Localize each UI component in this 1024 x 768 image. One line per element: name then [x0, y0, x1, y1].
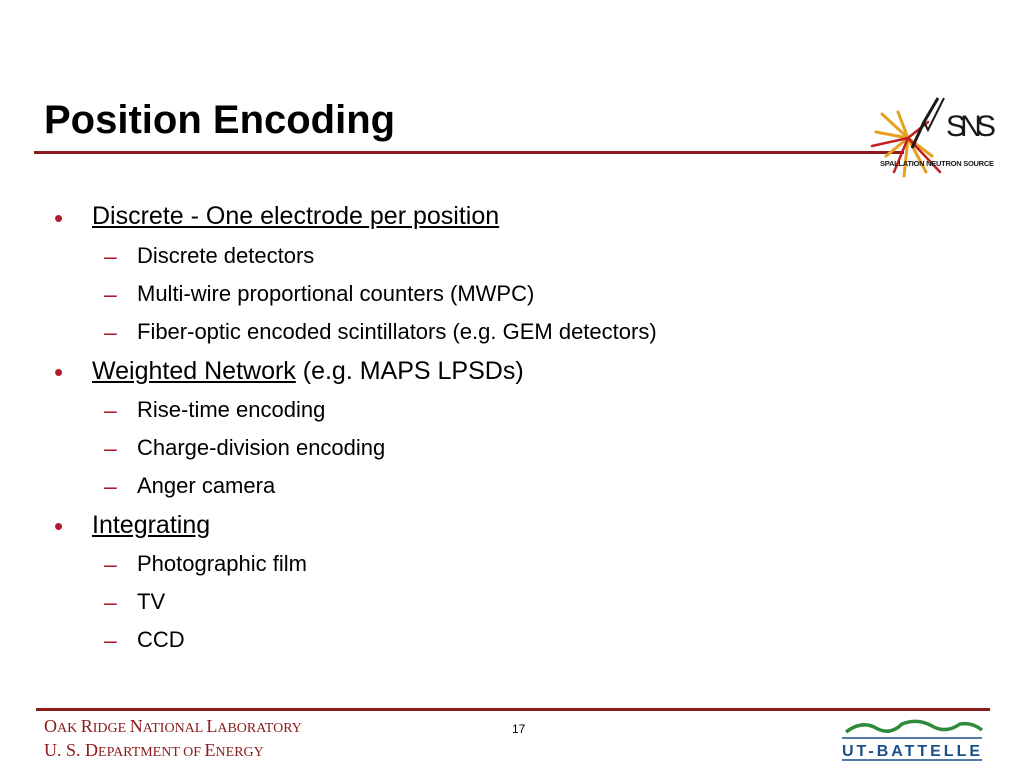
list-item: Anger camera [137, 473, 276, 498]
dash-marker: – [104, 627, 117, 653]
section-heading [92, 510, 210, 540]
list-item: Photographic film [137, 551, 307, 576]
footer-organization: OAK RIDGE NATIONAL LABORATORY [44, 716, 302, 736]
ut-battelle-logo [832, 716, 988, 762]
dash-marker: – [104, 397, 117, 423]
bullet-marker: • [54, 203, 64, 233]
dash-marker: – [104, 435, 117, 461]
footer-department: U. S. DEPARTMENT OF ENERGY [44, 740, 264, 760]
ut-battelle-logo-text: UT-BATTELLE [842, 743, 980, 760]
section-heading [92, 356, 524, 386]
section-heading-link: Integrating [92, 511, 211, 539]
mountain-icon [846, 721, 982, 732]
bullet-marker: • [54, 511, 64, 541]
footer-divider [36, 708, 990, 711]
dash-marker: – [104, 281, 117, 307]
sns-logo-text: SNS [946, 110, 996, 143]
list-item: Charge-division encoding [137, 435, 386, 460]
list-item: Rise-time encoding [137, 397, 326, 422]
dash-marker: – [104, 589, 117, 615]
list-item: CCD [137, 627, 185, 652]
dash-marker: – [104, 551, 117, 577]
section-heading-rest: (e.g. MAPS LPSDs) [295, 357, 524, 385]
dash-marker: – [104, 473, 117, 499]
page-number: 17 [512, 722, 526, 736]
section-heading-link: Discrete - One electrode per position [92, 202, 500, 230]
dash-marker: – [104, 319, 117, 345]
slide-title: Position Encoding [44, 98, 396, 142]
section-heading [92, 201, 499, 231]
list-item: Multi-wire proportional counters (MWPC) [137, 281, 535, 306]
sns-logo-subtext: SPALLATION NEUTRON SOURCE [880, 159, 994, 168]
list-item: Fiber-optic encoded scintillators (e.g. GEM detectors) [137, 319, 657, 344]
section-heading-link: Weighted Network [92, 357, 296, 385]
list-item: TV [137, 589, 166, 614]
dash-marker: – [104, 243, 117, 269]
list-item: Discrete detectors [137, 243, 315, 268]
bullet-marker: • [54, 357, 64, 387]
